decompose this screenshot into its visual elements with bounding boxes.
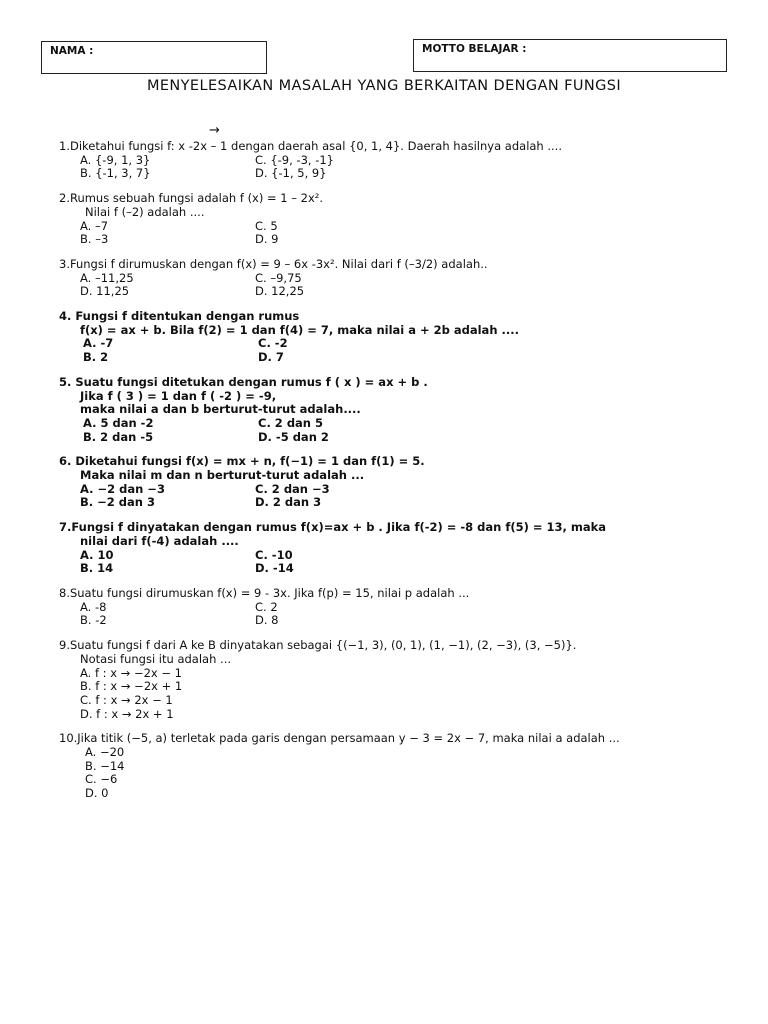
option-b: B. {-1, 3, 7} [80, 166, 151, 181]
page-title: MENYELESAIKAN MASALAH YANG BERKAITAN DENGAN FUNGSI [146, 78, 622, 94]
question-text-2: Jika f ( 3 ) = 1 dan f ( -2 ) = -9, [80, 388, 277, 403]
option-b: B. 14 [80, 561, 114, 576]
motto-field[interactable] [413, 39, 727, 72]
option-a: A. 5 dan -2 [83, 415, 154, 430]
option-d: D. 0 [85, 786, 109, 801]
option-d: D. 7 [258, 350, 284, 365]
option-c: C. -2 [258, 336, 288, 351]
question-text-2: Nilai f (–2) adalah .... [85, 204, 205, 219]
option-c: C. f : x → 2x − 1 [80, 692, 173, 707]
option-c: C. -10 [255, 547, 293, 562]
option-a: A. −20 [85, 745, 125, 760]
option-c: C. {-9, -3, -1} [255, 152, 334, 167]
question-10 [59, 732, 739, 801]
question-text: 5. Suatu fungsi ditetukan dengan rumus f ( x ) = ax + b . [59, 374, 428, 389]
question-text: 3.Fungsi f dirumuskan dengan f(x) = 9 – 6x -3x². Nilai dari f (–3/2) adalah.. [59, 256, 488, 271]
arrow-symbol: → [209, 123, 220, 138]
option-d: D. 2 dan 3 [255, 495, 322, 510]
option-c: C. –9,75 [255, 270, 302, 285]
option-b: B. 2 [83, 350, 109, 365]
option-c: C. 2 [255, 599, 278, 614]
option-a: A. -8 [80, 599, 107, 614]
question-text: 8.Suatu fungsi dirumuskan f(x) = 9 - 3x. Jika f(p) = 15, nilai p adalah ... [59, 585, 470, 600]
question-3 [59, 258, 739, 299]
option-a: A. f : x → −2x − 1 [80, 665, 182, 680]
option-d: D. -14 [255, 561, 294, 576]
name-field[interactable] [41, 41, 267, 74]
name-label: NAMA : [50, 45, 94, 57]
option-b: B. -2 [80, 613, 107, 628]
question-text: 7.Fungsi f dinyatakan dengan rumus f(x)=ax + b . Jika f(-2) = -8 dan f(5) = 13, maka [59, 520, 607, 535]
question-2 [59, 192, 739, 247]
option-c: C. 5 [255, 218, 278, 233]
question-text-2: f(x) = ax + b. Bila f(2) = 1 dan f(4) = 7, maka nilai a + 2b adalah .... [80, 322, 519, 337]
question-text: 1.Diketahui fungsi f: x -2x – 1 dengan daerah asal {0, 1, 4}. Daerah hasilnya adalah .... [59, 139, 562, 153]
option-d: D. 12,25 [255, 284, 305, 299]
option-a: A. 10 [80, 547, 114, 562]
question-text: 10.Jika titik (−5, a) terletak pada garis dengan persamaan y − 3 = 2x − 7, maka nilai a adalah ... [59, 731, 620, 746]
question-1 [59, 140, 739, 181]
question-7 [59, 521, 739, 576]
question-text-2: Notasi fungsi itu adalah ... [80, 651, 231, 666]
option-a: A. –11,25 [80, 270, 134, 285]
option-a: A. -7 [83, 336, 114, 351]
option-d: D. 8 [255, 613, 279, 628]
option-b: B. −14 [85, 758, 125, 773]
question-5 [59, 376, 739, 445]
question-text-3: maka nilai a dan b berturut-turut adalah.... [80, 402, 361, 417]
option-b: B. f : x → −2x + 1 [80, 679, 183, 694]
question-text: 6. Diketahui fungsi f(x) = mx + n, f(−1) = 1 dan f(1) = 5. [59, 454, 425, 469]
question-text: 9.Suatu fungsi f dari A ke B dinyatakan sebagai {(−1, 3), (0, 1), (1, −1), (2, −3), (3, −5)}. [59, 638, 577, 653]
option-c: C. 2 dan −3 [255, 481, 330, 496]
question-list [59, 124, 739, 812]
option-b: B. –3 [80, 232, 109, 247]
question-4 [59, 310, 739, 365]
option-a: A. {-9, 1, 3} [80, 152, 151, 167]
option-d: D. 9 [255, 232, 279, 247]
question-text-2: nilai dari f(-4) adalah .... [80, 533, 239, 548]
option-a: A. –7 [80, 218, 109, 233]
option-b: D. 11,25 [80, 284, 130, 299]
question-8 [59, 587, 739, 628]
option-c: C. 2 dan 5 [258, 415, 324, 430]
question-9 [59, 639, 739, 721]
option-c: C. −6 [85, 772, 118, 787]
question-text-2: Maka nilai m dan n berturut-turut adalah ... [80, 468, 365, 483]
option-b: B. −2 dan 3 [80, 495, 155, 510]
option-b: B. 2 dan -5 [83, 429, 154, 444]
question-text: 4. Fungsi f ditentukan dengan rumus [59, 309, 300, 324]
question-6 [59, 455, 739, 510]
motto-label: MOTTO BELAJAR : [422, 43, 527, 55]
option-a: A. −2 dan −3 [80, 481, 165, 496]
option-d: D. -5 dan 2 [258, 429, 329, 444]
option-d: D. {-1, 5, 9} [255, 166, 327, 181]
option-d: D. f : x → 2x + 1 [80, 706, 174, 721]
question-text: 2.Rumus sebuah fungsi adalah f (x) = 1 – 2x². [59, 191, 324, 206]
